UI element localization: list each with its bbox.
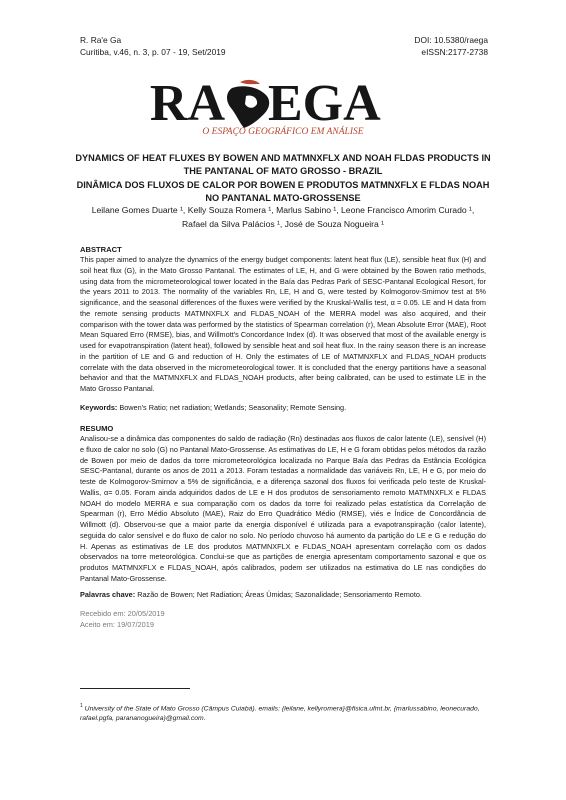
logo-wordmark-right: EGA: [268, 78, 381, 132]
journal-logo: [0, 78, 566, 140]
brazil-map-icon: [227, 80, 269, 128]
journal-name: R. Ra'e Ga: [80, 35, 122, 45]
footnote-mark: 1: [80, 703, 83, 709]
author-line: Rafael da Silva Palácios ¹, José de Souza Nogueira ¹: [181, 219, 385, 229]
eissn: eISSN:2177-2738: [421, 47, 488, 57]
keywords-text: Bowen's Ratio; net radiation; Wetlands; Seasonality; Remote Sensing.: [117, 403, 347, 412]
abstract-text: This paper aimed to analyze the dynamics of the energy budget components: latent heat flux (LE), sensible heat flux (H) and soil heat flux (G), in the Mato Grosso Pantanal. The estimates of LE, H, and G were obtained by the Bowen ratio methods, using data from the micrometeorological tower located in the Baía das Pedras Park of SESC-Pantanal Ecological Resort, for the years 2011 to 2013. The normality of the variables Rn, LE, H and G, were tested by Kolmogorov-Smirnov test at 5% significance, and the seasonal differences of the fluxes were verified by the Kruskal-Wallis test, α = 0.05. LE and H data from the remote sensing products MATMNXFLX and FLDAS_NOAH of the MERRA model was also acquired, and their comparison with the tower data was performed by the statistics of Spearman correlation (r), Mean Absolute Error (MAE), Root Mean Squared Erro (RMSE), bias, and Willmott's Concordance Index (d). It was observed that most of the available energy is used for evapotranspiration (latent heat), followed by sensible heat and soil heat flux. In the rainy season there is an increase in the partition of LE and G and reduction of H. Only the estimates of LE of MATMNXFLX and FLDAS_NOAH products correlate with the data observed in the micrometeorological tower. It is concluded that the energy partitions have a seasonal behavior and that the MATMNXFLX and FLDAS_NOAH products, after being calibrated, can be used to estimate LE in the Mato Grosso Pantanal.: [80, 255, 486, 393]
title-english-line: THE PANTANAL OF MATO GROSSO - BRAZIL: [183, 166, 383, 176]
footnote-text: University of the State of Mato Grosso (Câmpus Cuiabá). emails: {leilane, kellyromera}@fisica.ufmt.br, {marlussabino, leonecurado, rafael.pgfa, parananogueira}@gmail.com.: [80, 705, 480, 723]
keywords: [80, 403, 486, 413]
abstract-heading: ABSTRACT: [80, 245, 122, 254]
submission-dates: [80, 608, 165, 630]
title-portuguese: [60, 179, 506, 205]
author-line: Leilane Gomes Duarte ¹, Kelly Souza Romera ¹, Marlus Sabino ¹, Leone Francisco Amorim Curado ¹,: [91, 205, 475, 215]
running-header-left: [80, 34, 226, 58]
author-list: [60, 203, 506, 231]
issue-info: Curitiba, v.46, n. 3, p. 07 - 19, Set/2019: [80, 47, 226, 57]
received-date: Recebido em: 20/05/2019: [80, 609, 165, 618]
palavras-chave-label: Palavras chave:: [80, 590, 136, 599]
keywords-label: Keywords:: [80, 403, 118, 412]
resumo-heading: RESUMO: [80, 424, 114, 433]
accepted-date: Aceito em: 19/07/2019: [80, 620, 154, 629]
resumo-text: Analisou-se a dinâmica das componentes do saldo de radiação (Rn) destinadas aos fluxos de calor latente (LE), sensível (H) e fluxo de calor no solo (G) no Pantanal Mato-Grossense. As estimativas do LE, H e G foram obtidas pelos métodos da razão de Bowen por meio de dados da torre micrometeorológica localizada no Parque Baía das Pedras da Estância Ecológica SESC-Pantanal, durante os anos de 2011 a 2013. Foram testadas a normalidade das variáveis Rn, LE, H e G, por meio do teste de Kolmogorov-Smirnov a 5% de significância, e a diferença sazonal dos fluxos foi verificada pelo teste de Kruskal-Wallis, α= 0.05. Foram ainda adquiridos dados de LE e H dos produtos de sensoriamento remoto MATMNXFLX e FLDAS NOAH do modelo MERRA e sua comparação com os dados da torre foi realizado pelas estatística da Correlação de Spearman (r), Erro Médio Absoluto (MAE), Raiz do Erro Quadrático Médio (RMSE), viés e Índice de Concordância de Willmott (d). Observou-se que a maior parte da energia disponível é utilizada para a evapotranspiração (calor latente), seguida do calor sensível e do fluxo de calor no solo. No período chuvoso há aumento da partição do LE e G e redução do H. Apenas as estimativas de LE dos produtos MATMNXFLX e FLDAS_NOAH apresentam correlação com os dados observados na torre meteorológica. Conclui-se que as partições de energia apresentam comportamento sazonal e que os produtos MATMNXFLX e FLDAS_NOAH, após calibrados, podem ser utilizados na estimativa do LE nas condições do Pantanal Mato-Grossense.: [80, 434, 486, 583]
footnote: [80, 701, 490, 724]
logo-wordmark-left: RA: [149, 78, 225, 132]
title-english-line: DYNAMICS OF HEAT FLUXES BY BOWEN AND MATMNXFLX AND NOAH FLDAS PRODUCTS IN: [75, 153, 491, 163]
running-header-right: [414, 34, 488, 58]
footnote-divider: [80, 688, 190, 689]
palavras-chave: [80, 590, 486, 600]
doi: DOI: 10.5380/raega: [414, 35, 488, 45]
title-english: [60, 152, 506, 178]
palavras-chave-text: Razão de Bowen; Net Radiation; Áreas Úmidas; Sazonalidade; Sensoriamento Remoto.: [135, 590, 422, 599]
logo-subtitle: O ESPAÇO GEOGRÁFICO EM ANÁLISE: [202, 127, 364, 137]
title-portuguese-line: NO PANTANAL MATO-GROSSENSE: [205, 193, 361, 203]
title-portuguese-line: DINÂMICA DOS FLUXOS DE CALOR POR BOWEN E PRODUTOS MATMNXFLX E FLDAS NOAH: [76, 180, 490, 190]
